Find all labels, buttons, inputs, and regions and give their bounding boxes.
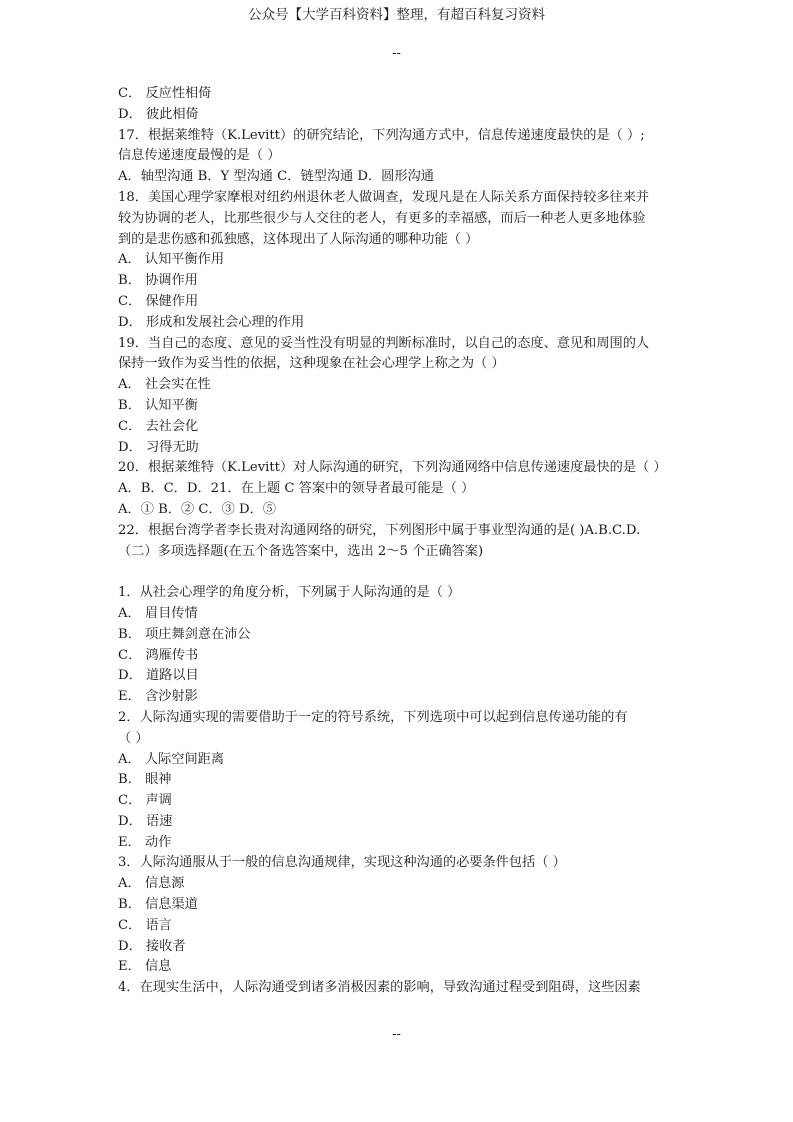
document-line: E． 含沙射影 [118, 689, 198, 705]
document-line: D． 习得无助 [118, 439, 199, 455]
document-line: D． 接收者 [118, 938, 186, 954]
document-line: A． 认知平衡作用 [118, 252, 225, 268]
document-line: 18．美国心理学家摩根对纽约州退休老人做调查，发现凡是在人际关系方面保持较多往来并 [118, 189, 650, 205]
document-line: B． 眼神 [118, 772, 172, 788]
document-line: 17．根据莱维特（K.Levitt）的研究结论，下列沟通方式中，信息传递速度最快的是（ ）; [118, 127, 645, 143]
document-line: 4．在现实生活中，人际沟通受到诸多消极因素的影响，导致沟通过程受到阻碍，这些因素 [118, 980, 641, 996]
document-line: D． 道路以目 [118, 668, 199, 684]
page-header: 公众号【大学百科资料】整理，有超百科复习资料 [248, 7, 545, 23]
document-line: C． 鸿雁传书 [118, 647, 199, 663]
document-line: A． 社会实在性 [118, 377, 211, 393]
document-line: C． 反应性相倚 [118, 86, 212, 101]
document-line: （ ） [118, 730, 149, 746]
document-line: 22．根据台湾学者李长贵对沟通网络的研究，下列图形中属于事业型沟通的是( )A.B.C.D. [118, 522, 641, 538]
document-line: 2．人际沟通实现的需要借助于一定的符号系统，下列选项中可以起到信息传递功能的有 [118, 709, 628, 725]
document-line: A． 眉目传情 [118, 605, 198, 621]
document-line: A． 人际空间距离 [118, 751, 225, 767]
document-line: 3．人际沟通服从于一般的信息沟通规律，实现这种沟通的必要条件包括（ ） [118, 855, 566, 871]
document-line: D． 语速 [118, 813, 173, 829]
document-line: B． 项庄舞剑意在沛公 [118, 626, 251, 642]
document-line: E． 信息 [118, 959, 172, 975]
document-line: C． 声调 [118, 793, 172, 809]
document-line: C． 语言 [118, 917, 172, 933]
document-line: 1．从社会心理学的角度分析，下列属于人际沟通的是（ ） [118, 585, 461, 601]
document-line: 较为协调的老人，比那些很少与人交往的老人，有更多的幸福感，而后一种老人更多地体验 [118, 210, 646, 226]
document-line: 信息传递速度最慢的是（ ） [118, 148, 281, 164]
document-line: 保持一致作为妥当性的依据，这种现象在社会心理学上称之为（ ） [118, 356, 505, 372]
document-line: B． 协调作用 [118, 273, 198, 289]
document-line: B． 信息渠道 [118, 897, 198, 913]
document-line: A．① B．② C．③ D．⑤ [118, 501, 276, 517]
document-line: 到的是悲伤感和孤独感，这体现出了人际沟通的哪种功能（ ） [118, 231, 479, 247]
document-line: C． 去社会化 [118, 418, 199, 434]
document-line: A． 信息源 [118, 876, 185, 892]
document-line: D． 彼此相倚 [118, 106, 199, 122]
document-line: 20．根据莱维特（K.Levitt）对人际沟通的研究，下列沟通网络中信息传递速度最快的是（ ） [118, 460, 667, 476]
document-line: （二）多项选择题(在五个备选答案中，选出 2～5 个正确答案) [118, 543, 484, 559]
document-line: E． 动作 [118, 834, 172, 850]
document-body [118, 84, 678, 999]
document-line: D． 形成和发展社会心理的作用 [118, 314, 305, 330]
document-line: B． 认知平衡 [118, 397, 198, 413]
document-line: A．轴型沟通 B．Y 型沟通 C．链型沟通 D．圆形沟通 [118, 169, 434, 185]
bottom-separator: -- [392, 1027, 401, 1042]
top-separator: -- [392, 46, 401, 61]
document-line: A．B．C．D．21．在上题 C 答案中的领导者最可能是（ ） [118, 481, 475, 497]
document-line: C． 保健作用 [118, 293, 199, 309]
document-line: 19．当自己的态度、意见的妥当性没有明显的判断标准时，以自己的态度、意见和周围的人 [118, 335, 650, 351]
document-line [118, 562, 678, 583]
